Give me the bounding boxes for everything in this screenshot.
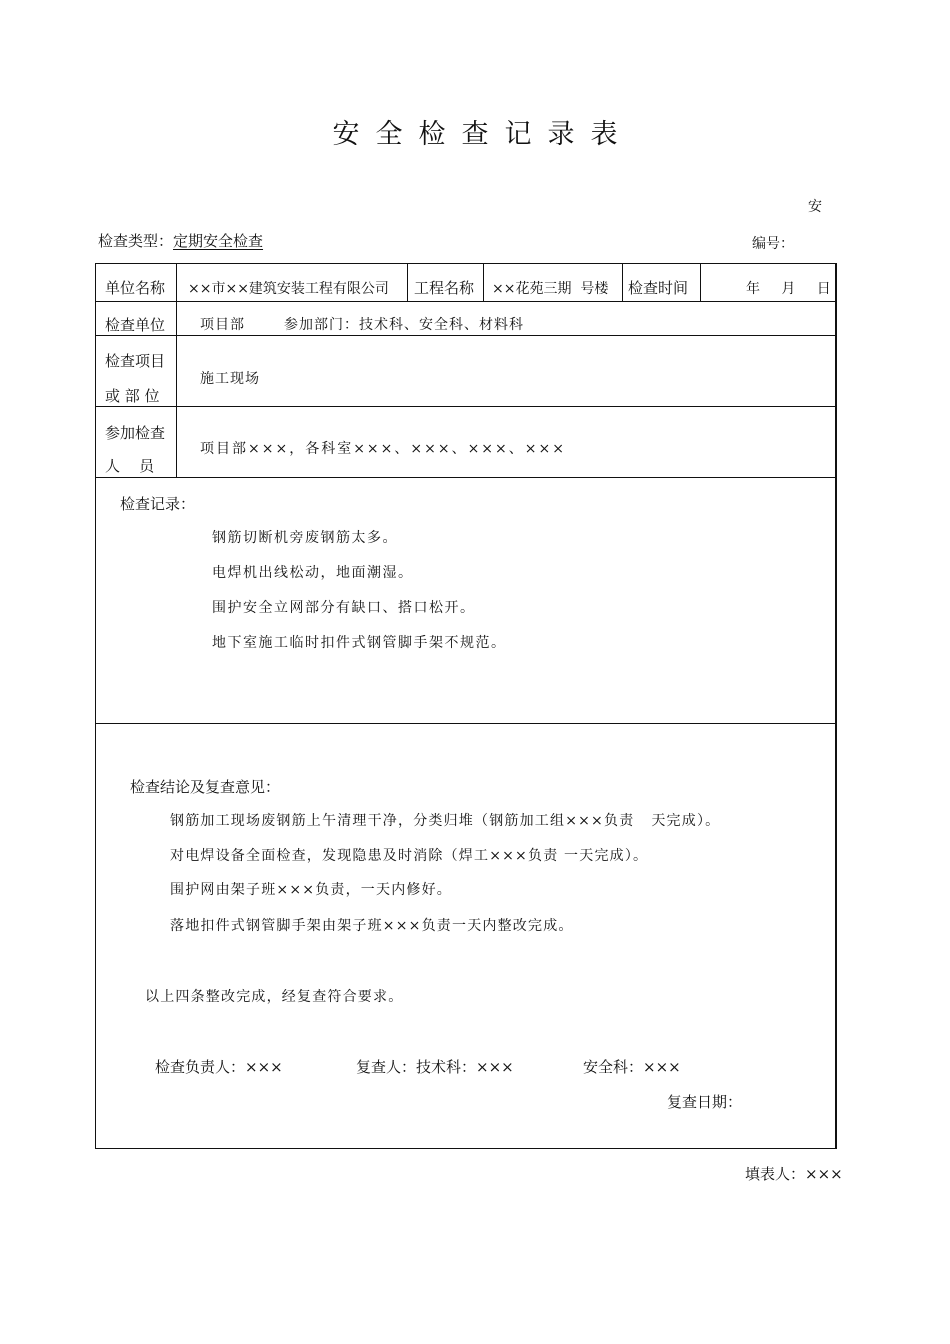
inspector-signature: 检查负责人：××× [155, 1058, 283, 1076]
project-name-label: 工程名称 [414, 279, 475, 297]
column-divider [483, 264, 484, 301]
form-filler: 填表人：××× [745, 1165, 843, 1183]
check-item-label-line1: 检查项目 [105, 352, 166, 370]
conclusion-item: 钢筋加工现场废钢筋上午清理干净，分类归堆（钢筋加工组×××负责 天完成）。 [170, 813, 721, 829]
conclusion-summary: 以上四条整改完成，经复查符合要求。 [145, 989, 404, 1005]
project-name-value: ××花苑三期 号楼 [492, 281, 609, 297]
conclusion-item: 落地扣件式钢管脚手架由架子班×××负责一天内整改完成。 [170, 918, 574, 934]
column-divider [622, 264, 623, 301]
record-item: 电焊机出线松动，地面潮湿。 [212, 565, 414, 581]
check-time-value: 年 月 日 [746, 281, 833, 297]
check-item-value: 施工现场 [200, 371, 260, 387]
personnel-label-line2: 人 员 [105, 457, 155, 475]
row-divider [96, 335, 835, 336]
column-divider [700, 264, 701, 301]
row-divider [96, 723, 835, 724]
conclusion-item: 对电焊设备全面检查，发现隐患及时消除（焊工×××负责 一天完成）。 [170, 848, 649, 864]
record-label: 检查记录： [120, 495, 196, 513]
record-item: 钢筋切断机旁废钢筋太多。 [212, 530, 398, 546]
inspection-record-table [95, 263, 836, 1149]
check-time-label: 检查时间 [628, 279, 689, 297]
reviewer-signature: 复查人：技术科：××× [356, 1058, 514, 1076]
page-title: 安全检查记录表 [332, 119, 634, 150]
check-unit-value: 项目部 [200, 317, 245, 333]
safety-dept-signature: 安全科：××× [583, 1058, 681, 1076]
column-divider [407, 264, 408, 301]
review-date-label: 复查日期： [667, 1093, 743, 1111]
row-divider [96, 477, 835, 478]
row-divider [96, 406, 835, 407]
record-item: 地下室施工临时扣件式钢管脚手架不规范。 [212, 635, 507, 651]
check-type-value: 定期安全检查 [173, 232, 264, 250]
check-item-label-line2: 或 部 位 [105, 387, 160, 405]
column-divider [176, 264, 177, 477]
record-item: 围护安全立网部分有缺口、搭口松开。 [212, 600, 476, 616]
participating-departments: 参加部门：技术科、安全科、材料科 [284, 317, 524, 333]
row-divider [96, 301, 835, 302]
check-type-label: 检查类型： [98, 232, 174, 250]
personnel-label-line1: 参加检查 [105, 424, 166, 442]
table-right-border [836, 263, 838, 1149]
serial-number-label: 编号： [752, 236, 794, 252]
conclusion-item: 围护网由架子班×××负责，一天内修好。 [170, 882, 452, 898]
check-unit-label: 检查单位 [105, 316, 166, 334]
unit-name-label: 单位名称 [105, 279, 166, 297]
unit-name-value: ××市××建筑安装工程有限公司 [188, 281, 389, 297]
personnel-value: 项目部×××，各科室×××、×××、×××、××× [200, 441, 566, 457]
conclusion-label: 检查结论及复查意见： [130, 778, 281, 796]
corner-mark: 安 [808, 199, 822, 215]
check-type-row [98, 230, 287, 251]
